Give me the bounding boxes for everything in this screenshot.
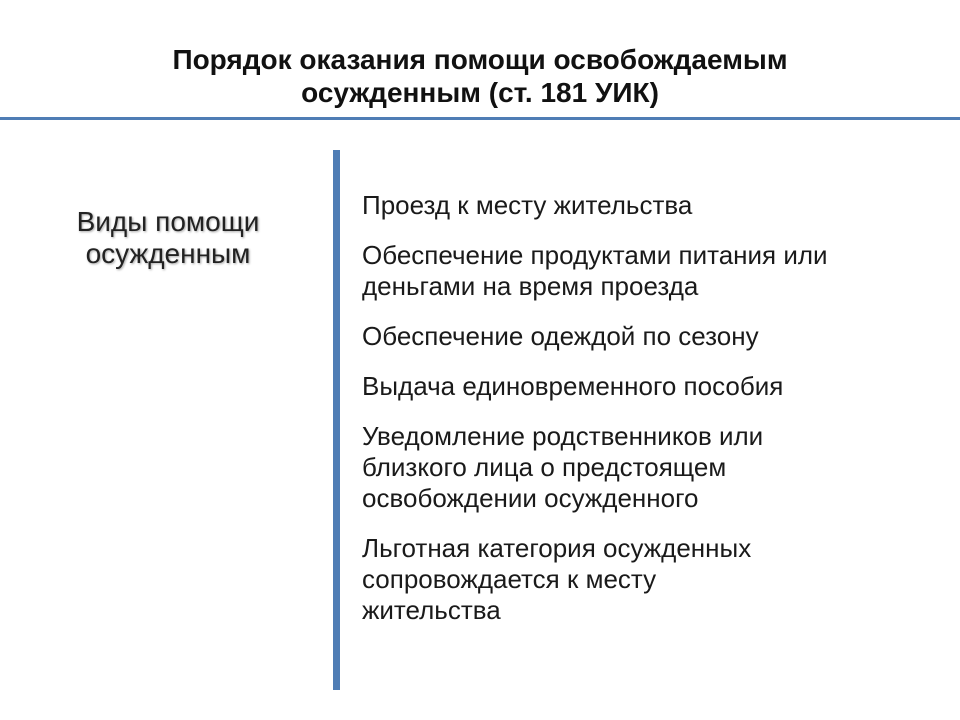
assistance-item-allowance xyxy=(362,371,947,402)
title-underline xyxy=(0,117,960,120)
item-line: жительства xyxy=(362,595,501,625)
item-line: деньгами на время проезда xyxy=(362,271,699,301)
item-line: близкого лица о предстоящем xyxy=(362,452,727,482)
assistance-types-label-line-1: Виды помощи xyxy=(76,206,260,237)
item-line: Обеспечение продуктами питания или xyxy=(362,240,828,270)
assistance-item-clothing xyxy=(362,321,947,352)
item-line: Льготная категория осужденных xyxy=(362,533,752,563)
assistance-list xyxy=(362,190,947,626)
item-line: Обеспечение одеждой по сезону xyxy=(362,321,759,351)
item-line: Проезд к месту жительства xyxy=(362,190,693,220)
assistance-item-escort xyxy=(362,533,947,626)
assistance-item-notification xyxy=(362,421,947,514)
assistance-types-label xyxy=(34,206,302,270)
assistance-item-food xyxy=(362,240,947,302)
slide-title-line-1: Порядок оказания помощи освобождаемым xyxy=(172,44,788,75)
item-line: Уведомление родственников или xyxy=(362,421,764,451)
slide-title xyxy=(40,43,920,109)
item-line: сопровождается к месту xyxy=(362,564,657,594)
vertical-divider xyxy=(333,150,340,690)
assistance-item-travel xyxy=(362,190,947,221)
slide-title-line-2: осужденным (ст. 181 УИК) xyxy=(301,77,659,108)
item-line: освобождении осужденного xyxy=(362,483,699,513)
assistance-types-label-line-2: осужденным xyxy=(85,238,251,269)
item-line: Выдача единовременного пособия xyxy=(362,371,784,401)
